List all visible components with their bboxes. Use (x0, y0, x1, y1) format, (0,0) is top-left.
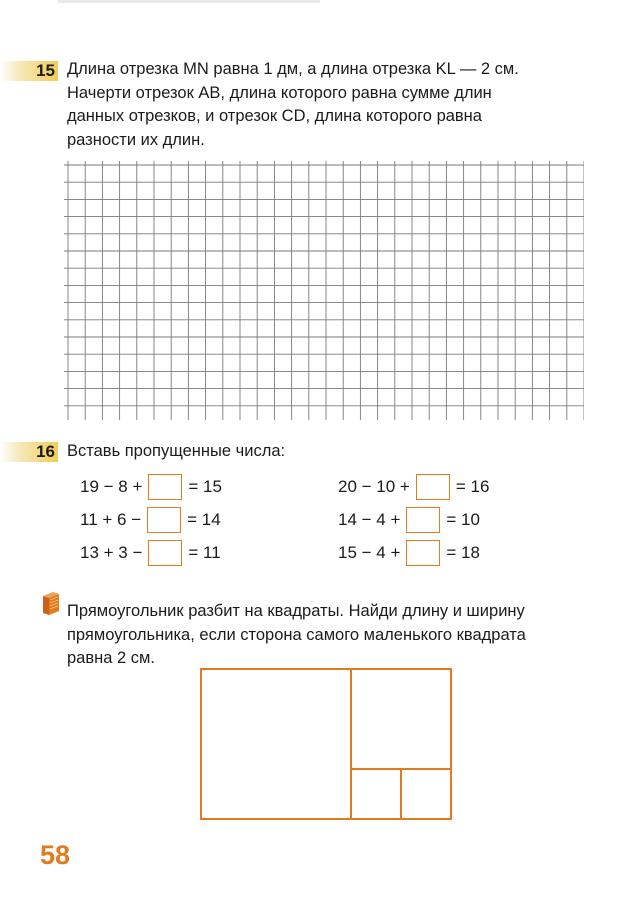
answer-box[interactable] (416, 474, 450, 500)
answer-box[interactable] (148, 540, 182, 566)
task-15-number: 15 (36, 61, 55, 80)
equation-expression: 11 + 6 − (80, 510, 142, 529)
squared-grid[interactable] (64, 161, 584, 420)
task-16-title (67, 440, 587, 464)
equation-expression: 15 − 4 + (338, 543, 401, 562)
equation-result: = 10 (446, 510, 480, 529)
answer-box[interactable] (148, 474, 182, 500)
task-16-number: 16 (36, 442, 55, 461)
task-16-badge (0, 442, 58, 462)
book-icon (40, 590, 62, 616)
task-17-text (67, 600, 587, 671)
task-17-line-3: равна 2 см. (67, 649, 155, 668)
equation-expression: 14 − 4 + (338, 510, 401, 529)
equation-expression: 20 − 10 + (338, 477, 410, 496)
task-17-line-1: Прямоугольник разбит на квадраты. Найди длину и ширину (67, 602, 525, 620)
equation-expression: 13 + 3 − (80, 543, 143, 562)
equation-left-3 (80, 539, 221, 567)
task-15-text (67, 58, 587, 152)
equation-result: = 18 (446, 543, 480, 562)
top-rule (58, 0, 320, 3)
equation-right-3 (338, 539, 480, 567)
equation-left-1 (80, 473, 222, 501)
task-15-line-2: Начерти отрезок AB, длина которого равна сумме длин (67, 83, 492, 102)
page-number: 58 (40, 840, 71, 870)
task-15-line-3: данных отрезков, и отрезок CD, длина которого равна (67, 107, 482, 126)
equation-left-2 (80, 506, 221, 534)
equation-expression: 19 − 8 + (80, 477, 143, 496)
task-17-line-2: прямоугольника, если сторона самого маленького квадрата (67, 625, 526, 644)
equation-result: = 15 (188, 477, 222, 496)
equation-result: = 16 (455, 477, 490, 496)
equation-result: = 11 (188, 543, 221, 562)
equation-right-1 (338, 473, 489, 501)
answer-box[interactable] (406, 507, 440, 533)
task-15-badge (0, 61, 58, 81)
outer-rectangle (201, 669, 451, 819)
task-16-title-text: Вставь пропущенные числа: (67, 442, 286, 460)
answer-box[interactable] (406, 540, 440, 566)
squares-rectangle-figure (200, 668, 452, 820)
equation-result: = 14 (187, 510, 221, 529)
task-15-line-1: Длина отрезка MN равна 1 дм, а длина отрезка KL — 2 см. (67, 60, 519, 78)
equation-right-2 (338, 506, 480, 534)
task-15-line-4: разности их длин. (67, 130, 205, 149)
answer-box[interactable] (147, 507, 181, 533)
